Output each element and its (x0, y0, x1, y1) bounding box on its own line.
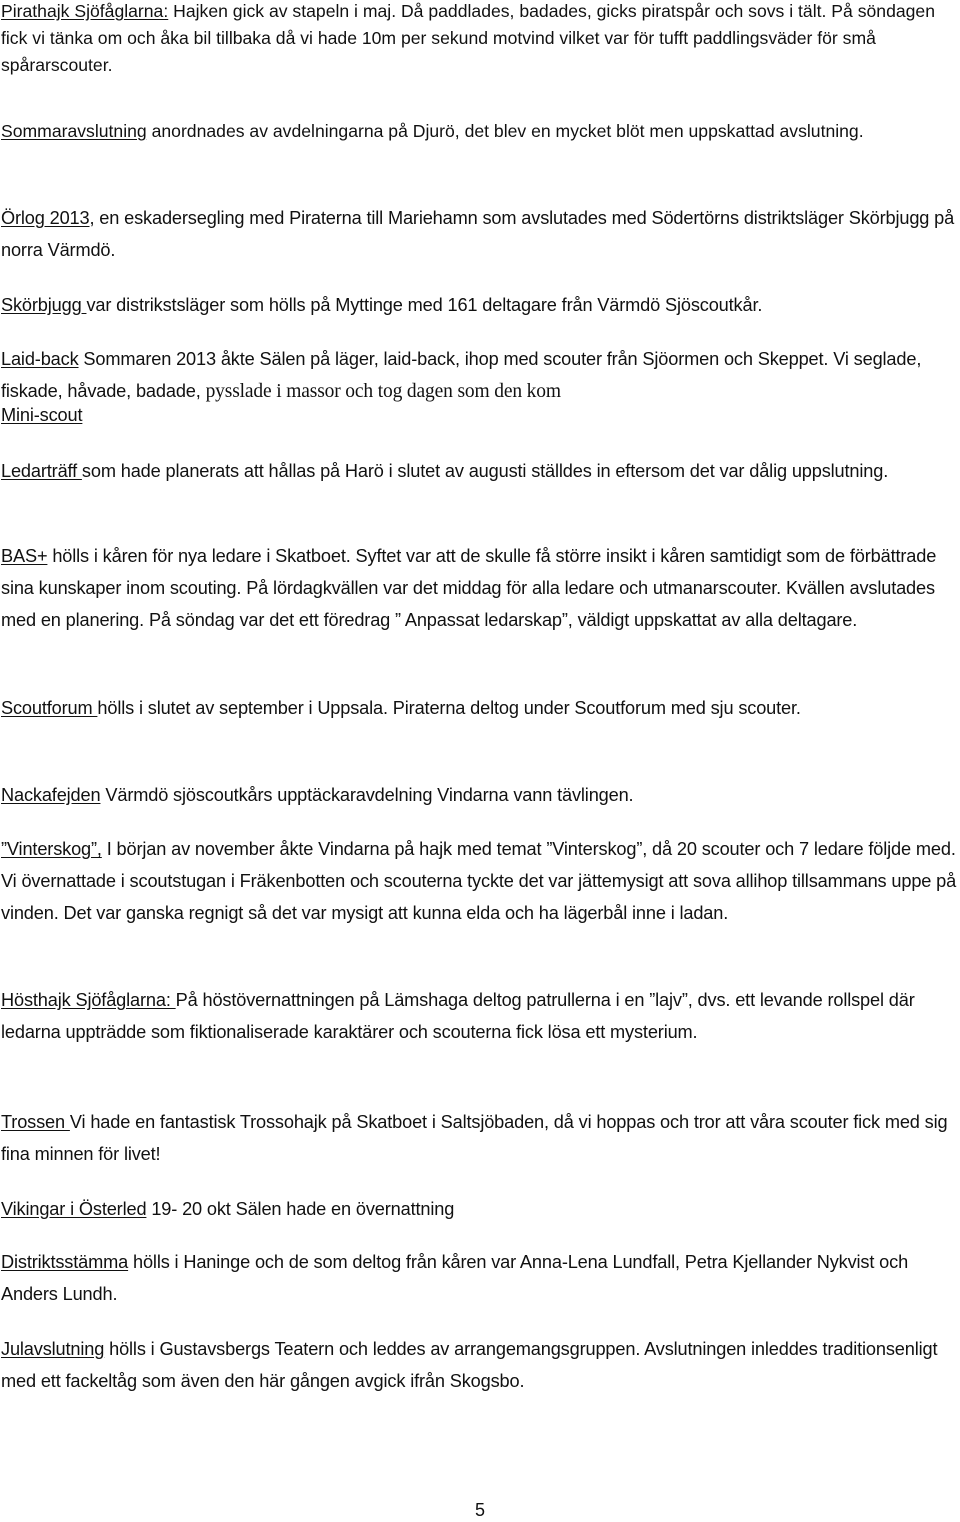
paragraph-sommaravslutning (1, 118, 959, 145)
paragraph-distriktsstamma (1, 1246, 959, 1310)
paragraph-skorbjugg (1, 289, 959, 321)
paragraph-lead: Hösthajk Sjöfåglarna: (1, 990, 176, 1010)
paragraph-text: var distrikstsläger som hölls på Myttinge med 161 deltagare från Värmdö Sjöscoutkår. (86, 295, 763, 315)
paragraph-text: hölls i kåren för nya ledare i Skatboet. Syftet var att de skulle få större insikt i kåren samtidigt som de förbättrade sina kunskaper inom scouting. På lördagkvällen var det middag för alla ledare och utmanarscouter. Kvällen avslutades med en planering. På söndag var det ett föredrag ” Anpassat ledarskap”, väldigt uppskattat av alla deltagare. (1, 546, 937, 630)
paragraph-orlog (1, 202, 959, 266)
page-number: 5 (474, 1500, 485, 1520)
paragraph-text: hölls i Gustavsbergs Teatern och leddes av arrangemangsgruppen. Avslutningen inleddes traditionsenligt med ett fackeltåg som även den här gången avgick ifrån Skogsbo. (1, 1339, 938, 1391)
paragraph-lead: Julavslutning (1, 1339, 105, 1359)
paragraph-lead: Mini-scout (1, 405, 83, 425)
paragraph-text: Hajken gick av stapeln i maj. Då paddlades, badades, gicks piratspår och sovs i tält. På söndagen fick vi tänka om och åka bil tillbaka då vi hade 10m per sekund motvind vilket var för tufft paddlingsväder för små spårarscouter. (1, 1, 935, 75)
paragraph-text: I början av november åkte Vindarna på hajk med temat ”Vinterskog”, då 20 scouter och 7 ledare följde med. Vi övernattade i scoutstugan i Fräkenbotten och scouterna tyckte det var jättemysigt att sova allihop tillsammans uppe på vinden. Det var ganska regnigt så det var mysigt att kunna elda och ha lägerbål inne i ladan. (1, 839, 957, 923)
paragraph-lead: Skörbjugg (1, 295, 87, 315)
paragraph-bas-plus (1, 540, 959, 636)
paragraph-hosthajk (1, 984, 959, 1048)
paragraph-lead: Pirathajk Sjöfåglarna: (1, 1, 169, 21)
paragraph-text: som hade planerats att hållas på Harö i slutet av augusti ställdes in eftersom det var dålig uppslutning. (81, 461, 889, 481)
paragraph-vinterskog (1, 833, 959, 929)
paragraph-lead: Sommaravslutning (1, 121, 147, 141)
paragraph-pirathajk (1, 0, 959, 79)
paragraph-lead: Scoutforum (1, 698, 98, 718)
paragraph-text: På höstövernattningen på Lämshaga deltog patrullerna i en ”lajv”, dvs. ett levande rollspel där ledarna uppträdde som fiktionaliserade karaktärer och scouterna fick lösa ett mysterium. (1, 990, 915, 1042)
paragraph-julavslutning (1, 1333, 959, 1397)
paragraph-text: Sommaren 2013 åkte Sälen på läger, laid-back, ihop med scouter från Sjöormen och Skeppet. Vi seglade, fiskade, håvade, badade, (1, 349, 922, 401)
paragraph-ledartraff (1, 455, 959, 487)
paragraph-text: , en eskadersegling med Piraterna till Mariehamn som avslutades med Södertörns distriktsläger Skörbjugg på norra Värmdö. (1, 208, 955, 260)
paragraph-text-serif: pysslade i massor och tog dagen som den kom (205, 381, 561, 402)
paragraph-lead: Trossen (1, 1112, 70, 1132)
paragraph-text: Vi hade en fantastisk Trossohajk på Skatboet i Saltsjöbaden, då vi hoppas och tror att våra scouter fick med sig fina minnen för livet! (1, 1112, 948, 1164)
paragraph-lead: Laid-back (1, 349, 79, 369)
paragraph-text: anordnades av avdelningarna på Djurö, det blev en mycket blöt men uppskattad avslutning. (146, 121, 864, 141)
paragraph-nackafejden (1, 779, 959, 811)
paragraph-lead: Ledarträff (1, 461, 82, 481)
paragraph-text: Värmdö sjöscoutkårs upptäckaravdelning Vindarna vann tävlingen. (100, 785, 634, 805)
paragraph-lead: BAS+ (1, 546, 48, 566)
paragraph-mini-scout (1, 399, 959, 431)
paragraph-text: hölls i slutet av september i Uppsala. Piraterna deltog under Scoutforum med sju scouter. (97, 698, 801, 718)
paragraph-trossen (1, 1106, 959, 1170)
paragraph-lead: Nackafejden (1, 785, 101, 805)
paragraph-lead: Örlog 2013 (1, 208, 90, 228)
paragraph-text: 19- 20 okt Sälen hade en övernattning (146, 1199, 455, 1219)
paragraph-vikingar (1, 1193, 959, 1225)
paragraph-lead: ”Vinterskog”, (1, 839, 102, 859)
paragraph-scoutforum (1, 692, 959, 724)
paragraph-text: hölls i Haninge och de som deltog från kåren var Anna-Lena Lundfall, Petra Kjellander Nykvist och Anders Lundh. (1, 1252, 909, 1304)
paragraph-lead: Distriktsstämma (1, 1252, 129, 1272)
paragraph-lead: Vikingar i Österled (1, 1199, 147, 1219)
